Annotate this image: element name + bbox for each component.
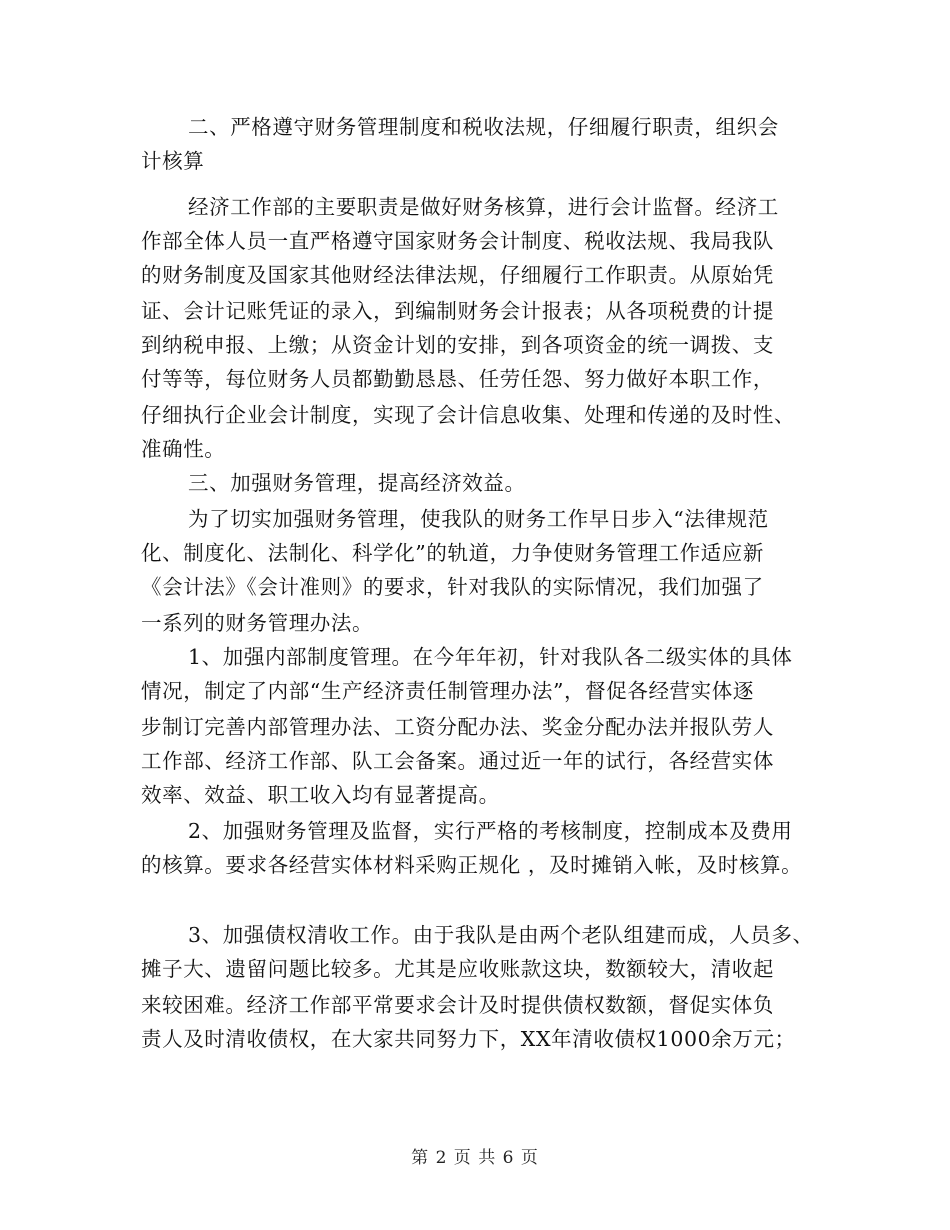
text-line: 3、加强债权清收工作。由于我队是由两个老队组建而成，人员多、 [188,923,814,947]
page-number-footer: 第 2 页 共 6 页 [411,1148,539,1168]
text-line: 1、加强内部制度管理。在今年年初，针对我队各二级实体的具体 [188,645,793,669]
text-line: 化、制度化、法制化、科学化”的轨道，力争使财务管理工作适应新 [141,541,764,565]
text-line: 来较困难。经济工作部平常要求会计及时提供债权数额，督促实体负 [141,993,774,1017]
text-line: 责人及时清收债权，在大家共同努力下，XX年清收债权1000余万元； [141,1027,796,1051]
text-line: 一系列的财务管理办法。 [141,611,374,635]
text-line: 作部全体人员一直严格遵守国家财务会计制度、税收法规、我局我队 [141,229,774,253]
text-line: 的核算。要求各经营实体材料采购正规化 ，及时摊销入帐，及时核算。 [141,853,803,877]
text-line: 2、加强财务管理及监督，实行严格的考核制度，控制成本及费用 [188,819,793,843]
text-line: 为了切实加强财务管理，使我队的财务工作早日步入“法律规范 [188,507,769,531]
text-line: 仔细执行企业会计制度，实现了会计信息收集、处理和传递的及时性、 [141,403,796,427]
text-line: 二、严格遵守财务管理制度和税收法规，仔细履行职责，组织会 [188,115,779,139]
text-line: 步制订完善内部管理办法、工资分配办法、奖金分配办法并报队劳人 [141,715,774,739]
section-heading: 三、加强财务管理，提高经济效益。 [188,471,526,495]
text-line: 付等等，每位财务人员都勤勤恳恳、任劳任怨、努力做好本职工作， [141,367,774,391]
text-line: 准确性。 [141,437,226,461]
text-line: 工作部、经济工作部、队工会备案。通过近一年的试行，各经营实体 [141,749,774,773]
text-line: 情况，制定了内部“生产经济责任制管理办法”，督促各经营实体逐 [141,679,754,703]
text-line: 的财务制度及国家其他财经法律法规，仔细履行工作职责。从原始凭 [141,263,774,287]
text-line: 《会计法》《会计准则》的要求，针对我队的实际情况，我们加强了 [141,575,764,599]
text-line: 效率、效益、职工收入均有显著提高。 [141,783,500,807]
text-line: 证、会计记账凭证的录入，到编制财务会计报表；从各项税费的计提 [141,299,774,323]
text-line: 摊子大、遗留问题比较多。尤其是应收账款这块，数额较大，清收起 [141,957,774,981]
text-line: 到纳税申报、上缴；从资金计划的安排，到各项资金的统一调拨、支 [141,333,774,357]
text-line: 计核算 [141,149,205,173]
text-line: 经济工作部的主要职责是做好财务核算，进行会计监督。经济工 [188,195,779,219]
